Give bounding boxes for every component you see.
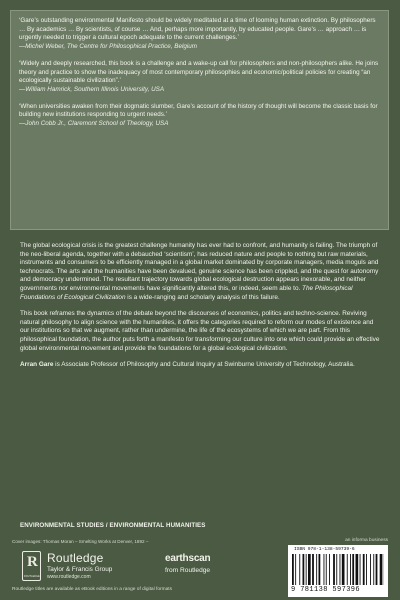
quote-attribution: —John Cobb Jr., Claremont School of Theology, USA [19,120,169,128]
author-bio [20,361,382,370]
book-title-italic: The Philosophical Foundations of Ecological Civilization [20,284,353,301]
isbn-number: ISBN 978-1-138-59739-6 [294,547,355,552]
subject-categories: ENVIRONMENTAL STUDIES / ENVIRONMENTAL HUMANITIES [20,522,206,529]
quote-text: ‘Gare’s outstanding environmental Manifesto should be widely meditated at a time of looming human extinction. By philosophers … By academics … By scientists, of course … And, perhaps more importantly, by educated people. Gare’s … approach … is urgently needed to trigger a cultural epoch adequate to the current challenges.’ [19,17,376,42]
quote-text: ‘Widely and deeply researched, this book is a challenge and a wake-up call for philosophers and non-philosophers alike. He joins theory and practice to show the inadequacy of most contemporary philosophies and economic/political policies for creating “an ecologically sustainable civilization”.’ [19,59,379,85]
author-bio-text: is Associate Professor of Philosophy and Cultural Inquiry at Swinburne University of Technology, Australia. [53,361,355,369]
book-description [20,242,382,378]
publisher-group: Taylor & Francis Group [47,566,113,573]
isbn-barcode [288,545,388,597]
description-paragraph: This book reframes the dynamics of the debate beyond the discourses of economics, politics and techno-science. Reviving natural philosophy to align science with the humanities, it offers the categories required to reform our modes of existence and our institutions so that we augment, rather than undermine, the life of the ecosystems of which we are part. From this philosophical foundation, the author puts forth a manifesto for transforming our culture into one which could provide an effective global environmental movement and provide the foundations for a global ecological civilization. [20,310,380,352]
quote-attribution: —Michel Weber, The Centre for Philosophical Practice, Belgium [19,43,198,51]
publisher-name: Routledge [47,551,104,565]
quote-attribution: —William Hamrick, Southern Illinois University, USA [19,85,165,93]
informa-label: an informa business [345,538,388,543]
earthscan-logo [165,553,245,581]
routledge-logo [22,551,172,581]
barcode-digits: 9 781138 597396 [291,586,361,594]
praise-quote [19,60,380,95]
praise-box [10,10,389,230]
routledge-r-mark-icon: R ROUTLEDGE [22,551,41,581]
barcode-icon [292,554,384,586]
imprint-sub: from Routledge [165,567,211,574]
author-name: Arran Gare [20,361,54,369]
quote-text: ‘When universities awaken from their dogmatic slumber, Gare’s account of the history of thought will become the classic basis for building new institutions responding to urgent needs.’ [19,102,378,119]
description-text: is a wide-ranging and scholarly analysis of this failure. [125,293,280,301]
praise-quote [19,103,380,129]
description-text: The global ecological crisis is the greatest challenge humanity has ever had to confront, and humanity is failing. The triumph of the neo-liberal agenda, together with a debauched ‘scientism’, has reduced nature and people to nothing but raw materials, instruments and consumers to be efficiently managed in a global market dominated by corporate managers, media moguls and technocrats. The arts and the humanities have been devalued, genuine science has been crippled, and the quest for autonomy and democracy undermined. The resultant trajectory towards global ecological destruction appears inexorable, and neither governments nor environmental movements have significantly altered this, or indeed, seem able to. [20,242,379,292]
imprint-name: earthscan [165,553,211,564]
praise-quote [19,17,380,52]
ebook-availability-note: Routledge titles are available as eBook editions in a range of digital formats [12,587,172,592]
publisher-website: www.routledge.com [47,574,91,580]
description-paragraph [20,242,382,302]
cover-image-credit: Cover images: Thomas Moran – Smelting Works at Denver, 1892 – [12,539,149,544]
